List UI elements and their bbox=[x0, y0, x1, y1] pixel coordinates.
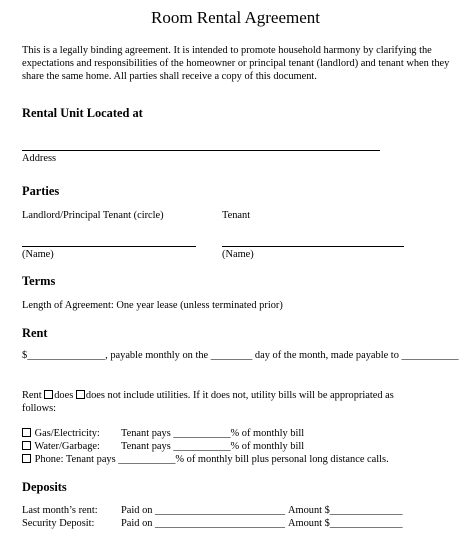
utility-row bbox=[22, 428, 100, 439]
utility-label: Gas/Electricity: bbox=[34, 428, 100, 439]
utility-label: Phone: bbox=[34, 454, 64, 465]
utility-share-text: Tenant pays ___________% of monthly bill bbox=[121, 441, 305, 452]
deposit-amount-field[interactable]: Amount $______________ bbox=[288, 518, 403, 529]
deposit-paid-field[interactable]: Paid on _________________________ bbox=[121, 518, 285, 529]
tenant-label: Tenant bbox=[222, 210, 251, 221]
deposit-amount-field[interactable]: Amount $______________ bbox=[288, 505, 403, 516]
deposit-label: Security Deposit: bbox=[22, 518, 95, 529]
tenant-name-label: (Name) bbox=[222, 249, 254, 260]
utilities-does-not-label: does not include utilities. If it does not, utility bills will be appropriated as bbox=[85, 390, 394, 401]
agreement-length-text: Length of Agreement: One year lease (unless terminated prior) bbox=[22, 300, 283, 311]
utilities-line-1 bbox=[22, 390, 394, 401]
utility-row bbox=[22, 441, 100, 452]
address-label: Address bbox=[22, 153, 57, 164]
landlord-label: Landlord/Principal Tenant (circle) bbox=[22, 210, 164, 221]
rent-heading: Rent bbox=[22, 326, 48, 340]
utility-label: Water/Garbage: bbox=[34, 441, 100, 452]
rental-unit-heading: Rental Unit Located at bbox=[22, 106, 143, 120]
water-garbage-checkbox[interactable] bbox=[22, 441, 31, 450]
utilities-does-label: does bbox=[54, 390, 76, 401]
parties-heading: Parties bbox=[22, 184, 60, 198]
deposits-heading: Deposits bbox=[22, 480, 67, 494]
utility-share-text: Tenant pays ___________% of monthly bill bbox=[121, 428, 305, 439]
utilities-follows: follows: bbox=[22, 403, 57, 414]
does-not-checkbox[interactable] bbox=[76, 390, 85, 399]
utility-row bbox=[22, 454, 389, 465]
intro-paragraph: This is a legally binding agreement. It is intended to promote household harmony by clarifying the expectations and responsibilities of the homeowner or principal tenant (landlord) and tenant when they share the same home. All parties shall receive a copy of this document. bbox=[22, 45, 450, 83]
landlord-name-line[interactable] bbox=[22, 246, 196, 247]
phone-checkbox[interactable] bbox=[22, 454, 31, 463]
does-checkbox[interactable] bbox=[44, 390, 53, 399]
deposit-label: Last month’s rent: bbox=[22, 505, 98, 516]
rent-payment-text: $_______________, payable monthly on the ________ day of the month, made payable to ___________ bbox=[22, 350, 459, 361]
utilities-prefix: Rent bbox=[22, 390, 45, 401]
landlord-name-label: (Name) bbox=[22, 249, 54, 260]
tenant-name-line[interactable] bbox=[222, 246, 404, 247]
terms-heading: Terms bbox=[22, 274, 56, 288]
address-line[interactable] bbox=[22, 150, 380, 151]
document-title: Room Rental Agreement bbox=[150, 8, 321, 27]
gas-electricity-checkbox[interactable] bbox=[22, 428, 31, 437]
utility-share-text: Tenant pays ___________% of monthly bill plus personal long distance calls. bbox=[65, 454, 389, 465]
deposit-paid-field[interactable]: Paid on _________________________ bbox=[121, 505, 285, 516]
